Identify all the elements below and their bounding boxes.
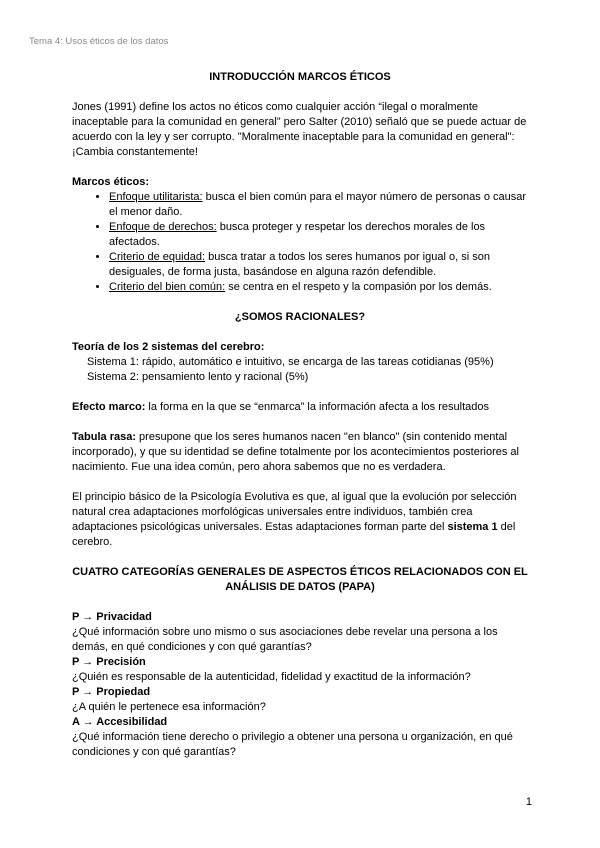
category-question: ¿Qué información tiene derecho o privilegio a obtener una persona u organización, en qué condiciones y con qué garantías?: [72, 731, 513, 758]
page-number: 1: [525, 796, 532, 808]
evolutive-paragraph: [72, 490, 528, 550]
category-label: A → Accesibilidad: [72, 716, 168, 728]
tabula-term: Tabula rasa:: [72, 431, 136, 443]
list-item: [109, 280, 528, 295]
tabula-rasa-paragraph: [72, 430, 528, 475]
evolutive-tail: del cerebro.: [72, 521, 516, 548]
page-content: [72, 70, 528, 760]
list-item: [109, 190, 528, 220]
category-question: ¿A quién le pertenece esa información?: [72, 701, 266, 713]
frame-effect-paragraph: [72, 400, 528, 415]
frame-term: Criterio de equidad:: [109, 251, 206, 263]
frame-effect-term: Efecto marco:: [72, 401, 146, 413]
section-title-intro: INTRODUCCIÓN MARCOS ÉTICOS: [209, 71, 391, 83]
frame-desc: busca proteger y respetar los derechos morales de los afectados.: [109, 221, 486, 248]
section-title-papa: CUATRO CATEGORÍAS GENERALES DE ASPECTOS ÉTICOS RELACIONADOS CON EL ANÁLISIS DE DATOS (PAPA): [72, 566, 528, 593]
list-item: [109, 250, 528, 280]
category-label: P → Propiedad: [72, 686, 151, 698]
category-question: ¿Quién es responsable de la autenticidad, fidelidad y exactitud de la información?: [72, 671, 471, 683]
frame-desc: busca tratar a todos los seres humanos por igual o, si son desiguales, de forma justa, basándose en alguna razón defendible.: [109, 251, 490, 278]
tabula-desc: presupone que los seres humanos nacen "en blanco" (sin contenido mental incorporado), y que su identidad se define totalmente por los acontecimientos posteriores al nacimiento. Fue una idea común, pero ahora sabemos que no es verdadera.: [72, 431, 519, 473]
document-header: Tema 4: Usos éticos de los datos: [29, 36, 169, 47]
category-label: P → Privacidad: [72, 611, 152, 623]
evolutive-text: El principio básico de la Psicología Evolutiva es que, al igual que la evolución por selección natural crea adaptaciones morfológicas universales entre individuos, también crea adaptaciones psicológicas universales. Estas adaptaciones forman parte del: [72, 491, 517, 533]
evolutive-bold: sistema 1: [447, 521, 498, 533]
frame-desc: se centra en el respeto y la compasión por los demás.: [225, 281, 492, 293]
frame-effect-desc: la forma en la que se “enmarca” la información afecta a los resultados: [145, 401, 489, 413]
theory-heading: Teoría de los 2 sistemas del cerebro:: [72, 341, 265, 353]
frames-list: [72, 190, 528, 295]
system2-line: Sistema 2: pensamiento lento y racional (5%): [87, 371, 309, 383]
frames-heading: Marcos éticos:: [72, 176, 150, 188]
intro-paragraph: Jones (1991) define los actos no éticos como cualquier acción “ilegal o moralmente inaceptable para la comunidad en general” pero Salter (2010) señaló que se puede actuar de acuerdo con la ley y ser corrupto. "Moralmente inaceptable para la comunidad en general": ¡Cambia constantemente!: [72, 101, 527, 158]
category-label: P → Precisión: [72, 656, 146, 668]
section-title-rational: ¿SOMOS RACIONALES?: [234, 311, 366, 323]
frame-term: Enfoque de derechos:: [109, 221, 217, 233]
frame-term: Criterio del bien común:: [109, 281, 226, 293]
frame-desc: busca el bien común para el mayor número de personas o causar el menor daño.: [109, 191, 527, 218]
category-question: ¿Qué información sobre uno mismo o sus asociaciones debe revelar una persona a los demás, en qué condiciones y con qué garantías?: [72, 626, 498, 653]
list-item: [109, 220, 528, 250]
system1-line: Sistema 1: rápido, automático e intuitivo, se encarga de las tareas cotidianas (95%): [87, 356, 494, 368]
frame-term: Enfoque utilitarista:: [109, 191, 203, 203]
